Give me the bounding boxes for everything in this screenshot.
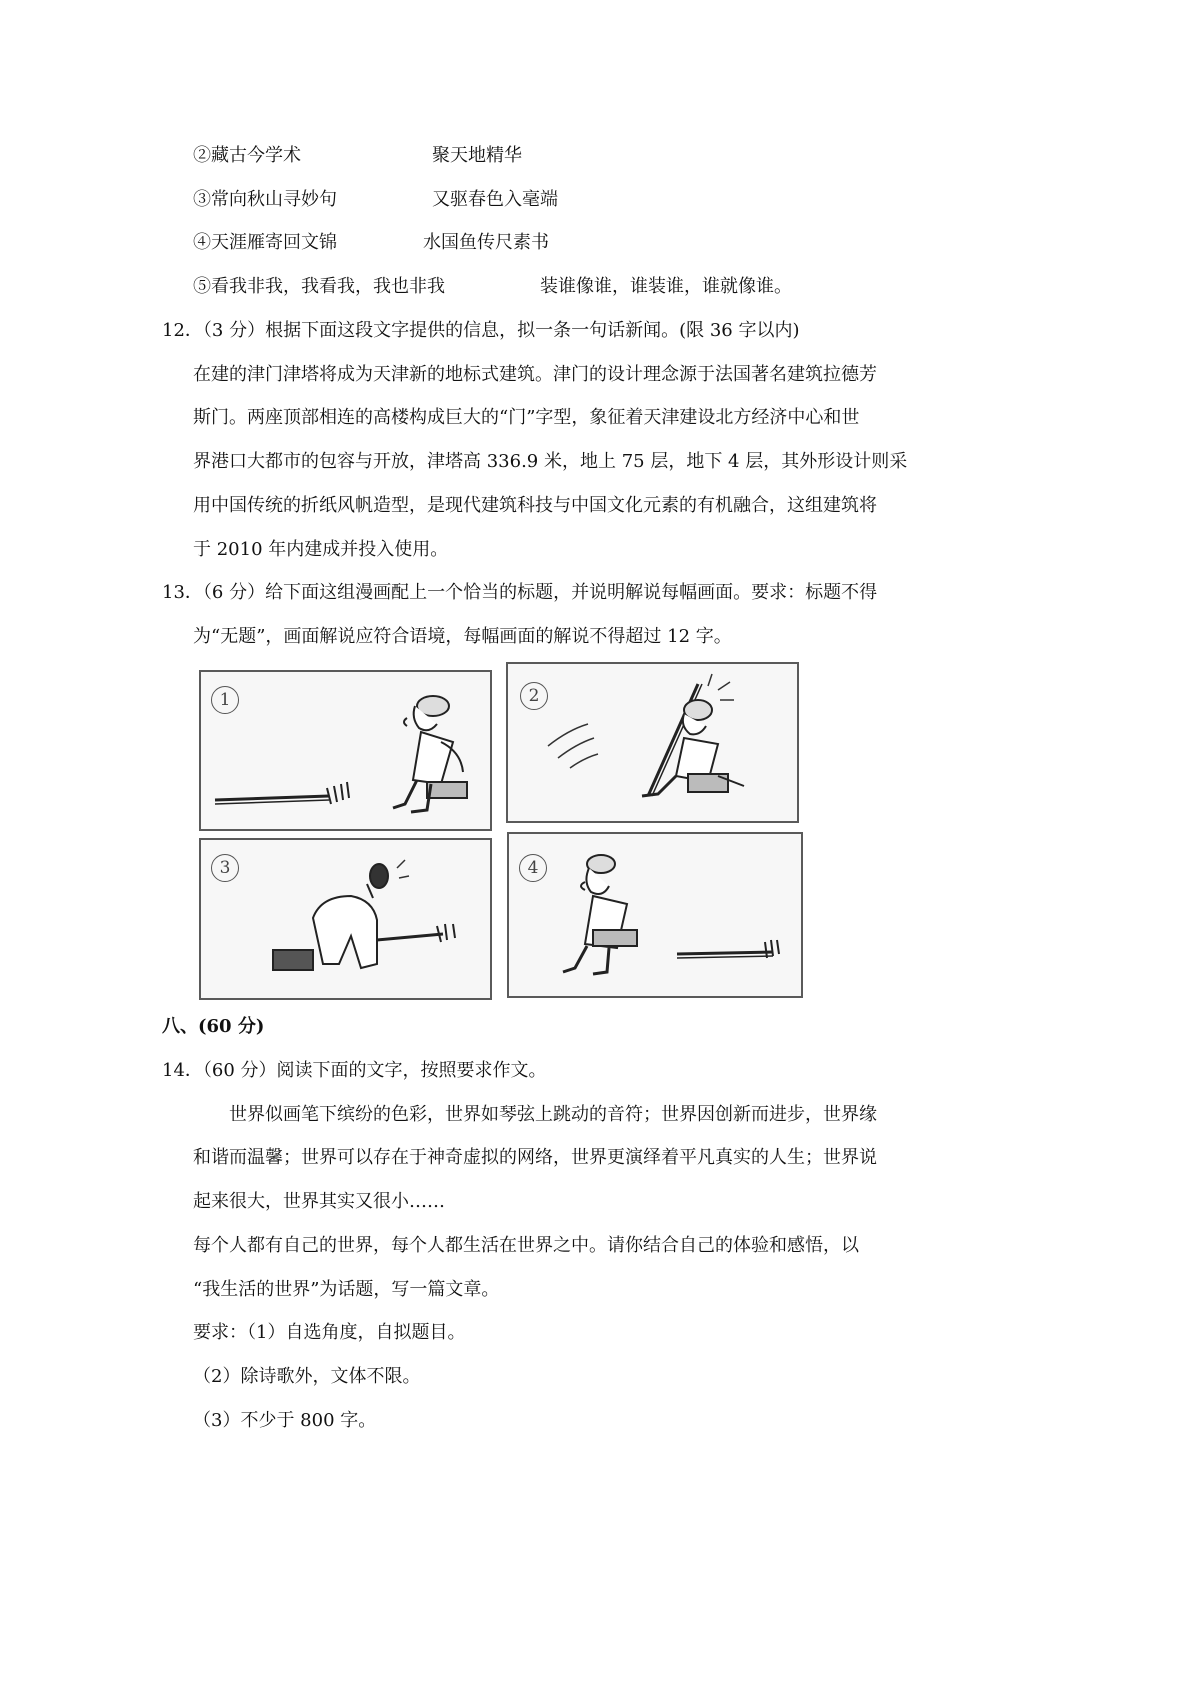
section-8-heading: 八、(60 分) — [162, 1016, 265, 1037]
comic-panel-1 — [199, 670, 492, 831]
couplet-4 — [193, 231, 337, 255]
q14-prompt-line: 每个人都有自己的世界，每个人都生活在世界之中。请你结合自己的体验和感悟，以 — [193, 1235, 859, 1256]
comic-panel-4 — [507, 832, 803, 998]
q12-paragraph-line: 用中国传统的折纸风帆造型，是现代建筑科技与中国文化元素的有机融合，这组建筑将 — [193, 495, 877, 516]
comic-panel-2 — [506, 662, 799, 823]
comic-panel-3 — [199, 838, 492, 1000]
couplet-first: ⑤看我非我，我看我，我也非我 — [193, 276, 445, 297]
q14-requirement: （3）不少于 800 字。 — [193, 1410, 377, 1431]
couplet-second: 聚天地精华 — [432, 145, 522, 166]
couplet-2 — [193, 144, 301, 168]
couplet-second: 装谁像谁，谁装谁，谁就像谁。 — [540, 276, 792, 297]
panel-number: 1 — [211, 686, 239, 714]
q14-stem: 14．（60 分）阅读下面的文字，按照要求作文。 — [162, 1060, 547, 1081]
q12-paragraph-line: 于 2010 年内建成并投入使用。 — [193, 539, 449, 560]
couplet-3 — [193, 188, 337, 212]
q13-stem-line: 13．（6 分）给下面这组漫画配上一个恰当的标题，并说明解说每幅画面。要求：标题不得 — [162, 582, 878, 603]
man-bending-over-rake-illustration — [201, 840, 492, 1000]
panel-number: 2 — [520, 682, 548, 710]
panel-number: 3 — [211, 854, 239, 882]
q12-paragraph-line: 斯门。两座顶部相连的高楼构成巨大的“门”字型，象征着天津建设北方经济中心和世 — [193, 407, 860, 428]
q14-requirement: （2）除诗歌外，文体不限。 — [193, 1366, 421, 1387]
couplet-2-second — [432, 144, 522, 168]
couplet-first: ④天涯雁寄回文锦 — [193, 232, 337, 253]
couplet-first: ③常向秋山寻妙句 — [193, 189, 337, 210]
man-walking-past-rake-illustration — [509, 834, 803, 998]
couplet-second: 水国鱼传尺素书 — [423, 232, 549, 253]
q14-passage-line: 起来很大，世界其实又很小…… — [193, 1191, 445, 1212]
q12-stem: 12．（3 分）根据下面这段文字提供的信息，拟一条一句话新闻。(限 36 字以内) — [162, 320, 800, 341]
q12-paragraph-line: 界港口大都市的包容与开放，津塔高 336.9 米，地上 75 层，地下 4 层，其外形设计则采 — [193, 451, 908, 472]
q14-requirement: 要求：（1）自选角度，自拟题目。 — [193, 1322, 466, 1343]
couplet-4-second — [423, 231, 549, 255]
couplet-first: ②藏古今学术 — [193, 145, 301, 166]
couplet-3-second — [432, 188, 558, 212]
couplet-5 — [193, 275, 445, 299]
couplet-second: 又驱春色入毫端 — [432, 189, 558, 210]
man-walking-toward-rake-illustration — [201, 672, 492, 831]
couplet-5-second — [540, 275, 792, 299]
q13-stem-line: 为“无题”，画面解说应符合语境，每幅画面的解说不得超过 12 字。 — [193, 626, 732, 647]
rake-hits-man-face-illustration — [508, 664, 799, 823]
q14-passage-line: 和谐而温馨；世界可以存在于神奇虚拟的网络，世界更演绎着平凡真实的人生；世界说 — [193, 1147, 877, 1168]
panel-number: 4 — [519, 854, 547, 882]
q14-passage-line: 世界似画笔下缤纷的色彩，世界如琴弦上跳动的音符；世界因创新而进步，世界缘 — [229, 1104, 877, 1125]
q12-paragraph-line: 在建的津门津塔将成为天津新的地标式建筑。津门的设计理念源于法国著名建筑拉德芳 — [193, 364, 877, 385]
q14-prompt-line: “我生活的世界”为话题，写一篇文章。 — [193, 1279, 500, 1300]
